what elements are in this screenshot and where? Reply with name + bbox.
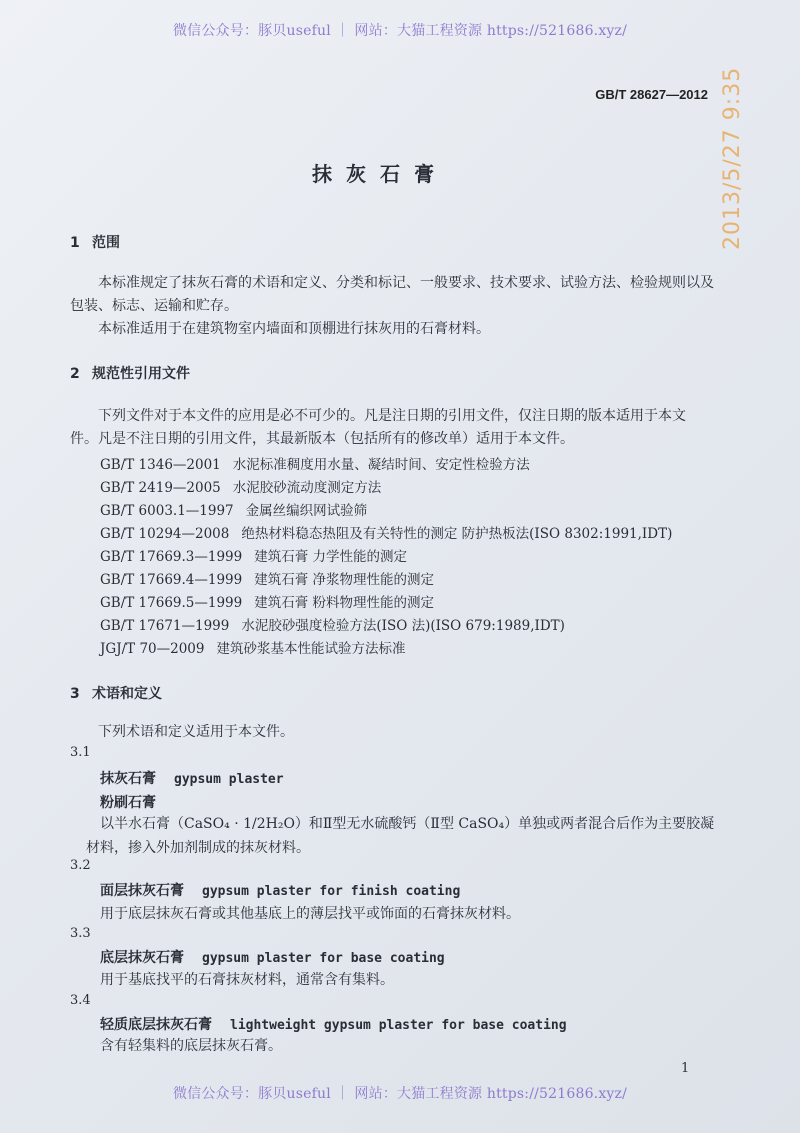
ref-title: 绝热材料稳态热阻及有关特性的测定 防护热板法(ISO 8302:1991,IDT) [241,526,673,542]
ref-item [100,614,565,634]
clause-number: 3.4 [70,993,91,1008]
ref-code: GB/T 17669.4—1999 [100,572,243,588]
ref-item [100,499,367,519]
section-2-heading [70,363,190,383]
ref-code: GB/T 1346—2001 [100,457,221,473]
term-entry [100,768,284,788]
term-zh: 面层抹灰石膏 [100,883,184,899]
term-definition-line-1: 含有轻集料的底层抹灰石膏。 [100,1038,282,1054]
term-zh: 抹灰石膏 [100,771,156,787]
section-1-heading [70,232,120,252]
ref-title: 建筑砂浆基本性能试验方法标准 [216,641,406,657]
ref-code: GB/T 17669.5—1999 [100,595,243,611]
ref-item [100,591,434,611]
term-entry [100,880,460,900]
terms-intro: 下列术语和定义适用于本文件。 [98,724,294,740]
section-number: 2 [70,366,80,382]
term-alt: 粉刷石膏 [100,795,156,811]
ref-item [100,453,530,473]
page-number: 1 [681,1061,690,1076]
term-entry [100,1014,567,1034]
clause-number: 3.3 [70,926,91,941]
clause-number: 3.1 [70,745,91,760]
clause-number: 3.2 [70,858,91,873]
term-definition-line-1: 用于基底找平的石膏抹灰材料，通常含有集料。 [100,972,394,988]
ref-item [100,568,434,588]
ref-title: 建筑石膏 力学性能的测定 [254,549,408,565]
term-en: lightweight gypsum plaster for base coating [230,1018,567,1033]
ref-item [100,522,672,542]
refs-intro-line-2: 件。凡是不注日期的引用文件，其最新版本（包括所有的修改单）适用于本文件。 [70,431,574,447]
term-en: gypsum plaster for finish coating [202,884,461,899]
refs-intro-line-1: 下列文件对于本文件的应用是必不可少的。凡是注日期的引用文件，仅注日期的版本适用于本文 [98,408,686,424]
section-number: 1 [70,235,80,251]
scope-para-1-line-2: 包装、标志、运输和贮存。 [70,298,238,314]
ref-code: GB/T 10294—2008 [100,526,230,542]
term-definition-line-2: 材料，掺入外加剂制成的抹灰材料。 [86,840,310,856]
watermark-top: 微信公众号：豚贝useful ｜ 网站：大猫工程资源 https://521686.xyz/ [172,23,628,39]
watermark-bottom: 微信公众号：豚贝useful ｜ 网站：大猫工程资源 https://521686.xyz/ [172,1086,628,1102]
scope-para-2: 本标准适用于在建筑物室内墙面和顶棚进行抹灰用的石膏材料。 [98,321,490,337]
section-title: 术语和定义 [92,686,162,702]
term-entry [100,947,445,967]
ref-title: 水泥胶砂强度检验方法(ISO 法)(ISO 679:1989,IDT) [241,618,565,634]
section-title: 范围 [92,235,120,251]
standard-number: GB/T 28627—2012 [595,87,708,102]
ref-code: GB/T 17671—1999 [100,618,230,634]
term-definition-line-1: 以半水石膏（CaSO₄ · 1/2H₂O）和Ⅱ型无水硫酸钙（Ⅱ型 CaSO₄）单独或两者混合后作为主要胶凝 [100,816,715,832]
term-zh: 底层抹灰石膏 [100,950,184,966]
section-title: 规范性引用文件 [92,366,190,382]
ref-item [100,545,407,565]
scope-para-1-line-1: 本标准规定了抹灰石膏的术语和定义、分类和标记、一般要求、技术要求、试验方法、检验规则以及 [98,275,714,291]
ref-item [100,637,406,657]
date-stamp: 2013/5/27 9:35 [720,66,745,250]
section-number: 3 [70,686,80,702]
ref-title: 金属丝编织网试验筛 [245,503,368,519]
term-definition-line-1: 用于底层抹灰石膏或其他基底上的薄层找平或饰面的石膏抹灰材料。 [100,906,520,922]
term-en: gypsum plaster [174,772,284,787]
ref-item [100,476,381,496]
ref-title: 建筑石膏 粉料物理性能的测定 [254,595,435,611]
ref-title: 水泥标准稠度用水量、凝结时间、安定性检验方法 [232,457,530,473]
ref-code: GB/T 6003.1—1997 [100,503,234,519]
document-title: 抹灰石膏 [312,162,448,186]
term-en: gypsum plaster for base coating [202,951,445,966]
ref-code: JGJ/T 70—2009 [100,641,205,657]
ref-title: 水泥胶砂流动度测定方法 [232,480,382,496]
section-3-heading [70,683,162,703]
term-zh: 轻质底层抹灰石膏 [100,1017,212,1033]
ref-title: 建筑石膏 净浆物理性能的测定 [254,572,435,588]
ref-code: GB/T 2419—2005 [100,480,221,496]
ref-code: GB/T 17669.3—1999 [100,549,243,565]
